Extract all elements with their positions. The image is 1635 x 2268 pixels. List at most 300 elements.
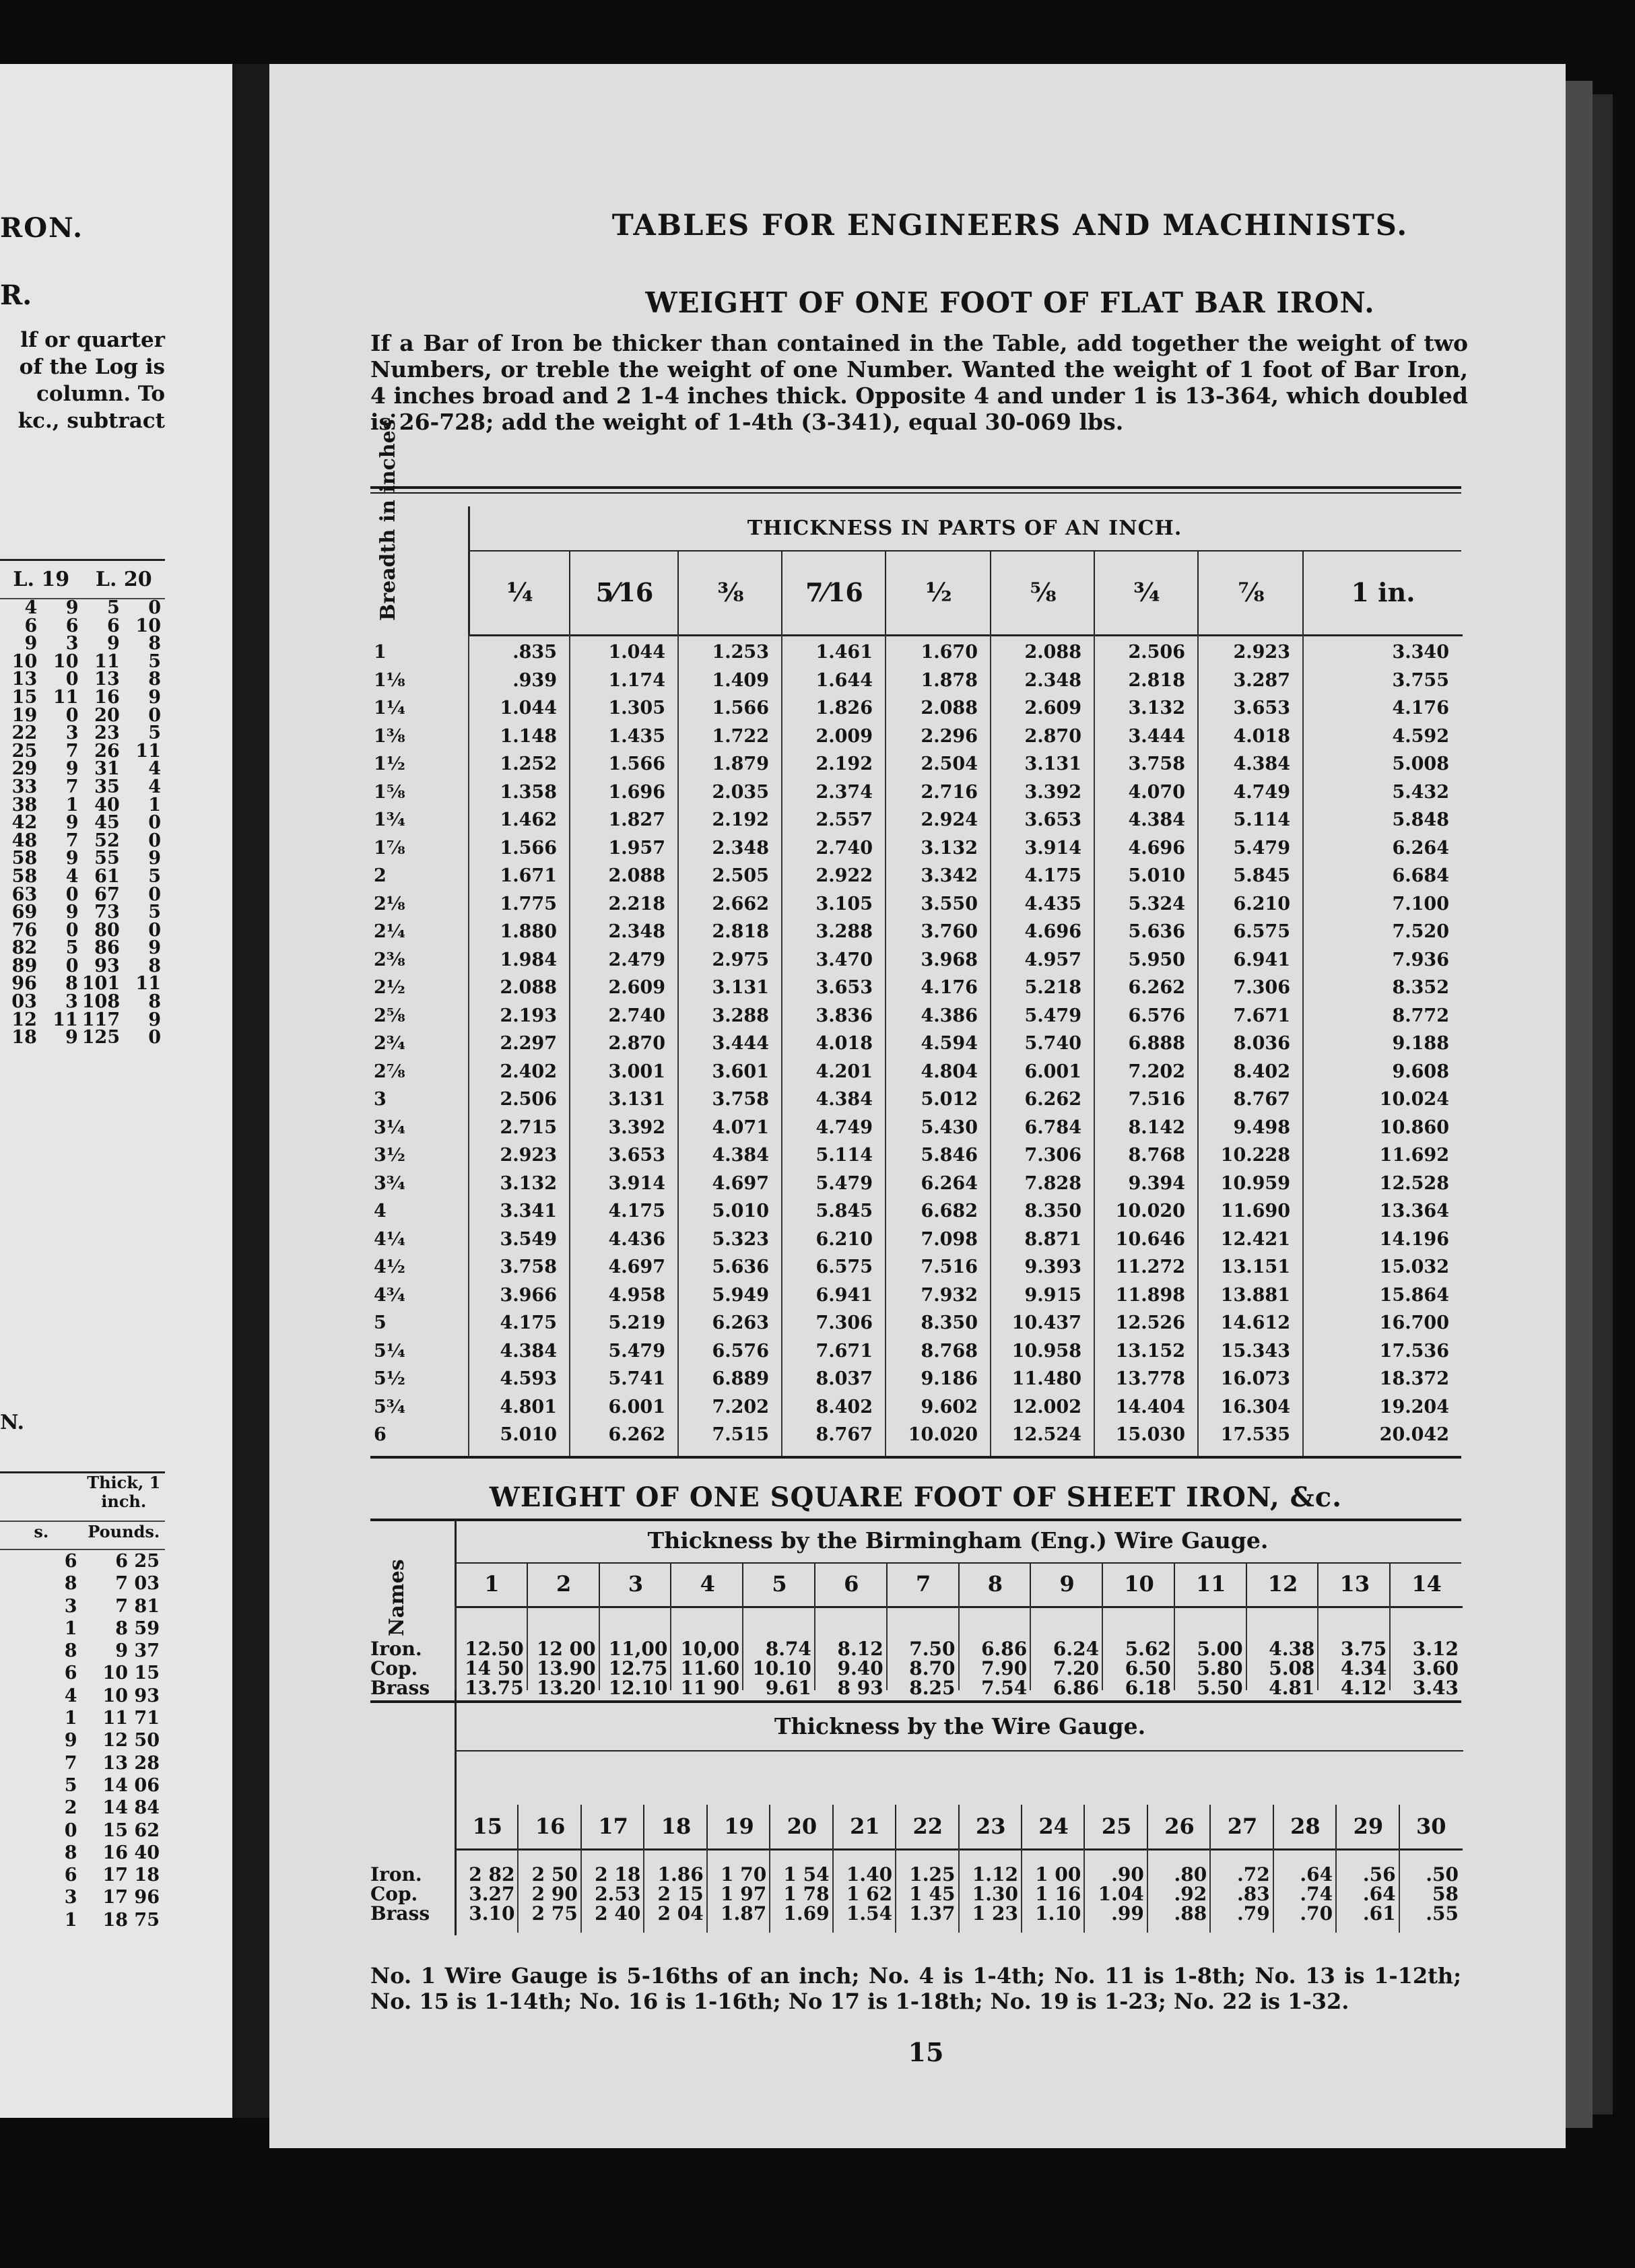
sheet-weight: 13.90	[536, 1657, 596, 1679]
weight-value: 4.592	[1392, 725, 1449, 747]
gauge-number: 11	[1174, 1562, 1247, 1608]
flat-bar-row	[370, 1201, 1461, 1222]
left-table2-row	[0, 1550, 165, 1572]
weight-value: 8.402	[1233, 1061, 1290, 1082]
weight-value: 5.432	[1392, 781, 1449, 803]
weight-value: 7.516	[1128, 1089, 1185, 1110]
left-table-cell: 13	[94, 669, 120, 690]
left-table2-row	[0, 1707, 165, 1729]
sheet-weight: .88	[1174, 1902, 1207, 1925]
breadth-value: 1⅜	[374, 725, 405, 747]
weight-value: 1.827	[608, 809, 665, 830]
weight-value: 1.826	[815, 698, 873, 719]
flat-bar-row	[370, 1034, 1461, 1054]
weight-value: 1.409	[712, 669, 769, 691]
sheet-weight: 6.50	[1125, 1657, 1171, 1679]
left-table-cell: 0	[65, 919, 79, 941]
weight-value: 3.131	[608, 1089, 665, 1110]
left-table-cell: 20	[94, 704, 120, 726]
breadth-value: 2⅜	[374, 949, 405, 970]
left-table-cell: 4	[148, 776, 161, 797]
gauge-number: 4	[670, 1562, 743, 1608]
sheet-weight: 4.34	[1341, 1657, 1387, 1679]
left-table2-row	[0, 1842, 165, 1864]
weight-value: 8.871	[1024, 1228, 1081, 1250]
left-table-cell: 5	[65, 937, 79, 959]
weight-value: 2.506	[1128, 642, 1185, 663]
left-table-cell: 80	[94, 919, 120, 941]
sheet-weight: 2 15	[657, 1883, 704, 1905]
gauge-number: 10	[1102, 1562, 1175, 1608]
weight-value: 12.421	[1220, 1228, 1290, 1250]
sheet-weight: 5.08	[1269, 1657, 1315, 1679]
weight-value: 3.755	[1392, 669, 1449, 691]
left-table-cell: 3	[65, 723, 79, 744]
left-table-cell: 45	[94, 812, 120, 834]
weight-value: 11.272	[1115, 1257, 1185, 1277]
weight-value: 1.984	[500, 949, 557, 970]
sheet-weight: 4.12	[1341, 1677, 1387, 1699]
weight-value: 6.784	[1024, 1116, 1081, 1138]
weight-value: 1.461	[815, 642, 873, 663]
breadth-header-label: Breadth in inches.	[376, 411, 400, 621]
weight-value: 2.923	[1233, 642, 1290, 663]
left-table2-cell: 17 18	[102, 1865, 160, 1886]
weight-value: 3.131	[1024, 754, 1081, 774]
weight-value: 8.350	[1024, 1201, 1081, 1222]
weight-value: 7.516	[921, 1257, 978, 1277]
breadth-value: 4	[374, 1201, 387, 1222]
weight-value: 15.343	[1220, 1340, 1290, 1362]
weight-value: 4.175	[608, 1201, 665, 1222]
weight-value: 12.002	[1011, 1396, 1081, 1418]
gauge-number: 1	[455, 1562, 528, 1608]
left-table-cell: 0	[148, 812, 161, 834]
flat-bar-row	[370, 754, 1461, 774]
weight-value: 15.032	[1379, 1257, 1449, 1277]
weight-value: 1.174	[608, 669, 665, 691]
sheet-weight: 12.75	[608, 1657, 668, 1679]
left-table-cell: 9	[148, 1009, 161, 1030]
weight-value: 7.202	[1128, 1061, 1185, 1082]
left-table-cell: 5	[148, 865, 161, 887]
weight-value: 11.480	[1011, 1368, 1081, 1389]
left-table2-cell: 7 81	[115, 1595, 160, 1617]
weight-value: 5.010	[712, 1201, 769, 1222]
weight-value: 3.966	[500, 1284, 557, 1306]
left-table-row	[0, 904, 165, 922]
left-table2-cell: 16 40	[102, 1842, 160, 1863]
flat-bar-row	[370, 1118, 1461, 1138]
left-table2-cell: 6	[64, 1663, 77, 1684]
weight-value: 4.801	[500, 1396, 557, 1418]
left-page-footer-label: N.	[0, 1411, 24, 1434]
left-table2-cell: 17 96	[102, 1887, 160, 1908]
left-table-cell: 93	[94, 955, 120, 976]
weight-value: 4.176	[1392, 698, 1449, 719]
left-table-cell: 86	[94, 937, 120, 959]
left-table-cell: 55	[94, 848, 120, 869]
weight-value: 5.430	[921, 1116, 978, 1138]
left-table-cell: 0	[148, 597, 161, 618]
flat-bar-row	[370, 1230, 1461, 1250]
left-table2-col-header: Thick, 1 inch.	[87, 1473, 161, 1511]
left-table-row	[0, 725, 165, 743]
weight-value: 2.557	[815, 809, 873, 830]
left-table-cell: 61	[94, 865, 120, 887]
breadth-value: 2⅝	[374, 1005, 405, 1026]
weight-value: 2.975	[712, 949, 769, 970]
weight-value: 5.846	[921, 1145, 978, 1166]
left-table2-unit: Pounds.	[88, 1522, 160, 1541]
weight-value: 4.749	[1233, 781, 1290, 803]
left-table-row	[0, 704, 165, 726]
weight-value: 3.105	[815, 893, 873, 914]
weight-value: 1.879	[712, 754, 769, 774]
weight-value: 3.836	[815, 1005, 873, 1026]
breadth-value: 5½	[374, 1368, 405, 1389]
gauge-footnote: No. 1 Wire Gauge is 5-16ths of an inch; No. 4 is 1-4th; No. 11 is 1-8th; No. 13 is 1-12th; No. 15 is 1-14th; No. 16 is 1-16th; No 17 is 1-18th; No. 19 is 1-23; No. 22 is 1-32.	[370, 1963, 1461, 2014]
sheet-weight: 5.80	[1197, 1657, 1243, 1679]
gauge-number: 13	[1317, 1562, 1391, 1608]
flat-bar-row	[370, 1257, 1461, 1277]
weight-value: 3.653	[1233, 698, 1290, 719]
sheet-weight: 1.25	[909, 1863, 956, 1886]
left-table2-cell: 1	[64, 1617, 77, 1639]
weight-value: 10.958	[1011, 1340, 1081, 1362]
gauge-number: 24	[1021, 1805, 1085, 1850]
sheet-weight: 8.74	[765, 1638, 811, 1660]
weight-value: 10.228	[1220, 1145, 1290, 1166]
gauge-number: 25	[1083, 1805, 1147, 1850]
sheet-weight: 2 18	[595, 1863, 641, 1886]
flat-bar-row	[370, 950, 1461, 970]
sheet-weight: .72	[1236, 1863, 1270, 1886]
flat-bar-row	[370, 1369, 1461, 1389]
sheet-weight: .79	[1236, 1902, 1270, 1925]
metal-name: Iron.	[370, 1863, 422, 1886]
weight-value: 5.114	[815, 1145, 873, 1166]
sheet-weight: 4.38	[1269, 1638, 1315, 1660]
left-table-cell: 23	[94, 723, 120, 744]
left-table2-cell: 12 50	[102, 1730, 160, 1752]
metal-name: Cop.	[370, 1657, 418, 1679]
left-table-cell: 9	[65, 597, 79, 618]
weight-value: 4.071	[712, 1116, 769, 1138]
sheet-row	[370, 1885, 1461, 1903]
weight-value: 4.384	[1233, 754, 1290, 774]
gauge-number: 17	[580, 1805, 644, 1850]
weight-value: 4.697	[608, 1257, 665, 1277]
sheet-weight: 11.60	[680, 1657, 740, 1679]
sheet-weight: 5.50	[1197, 1677, 1243, 1699]
weight-value: 5.845	[1233, 865, 1290, 886]
thickness-col-header: ⅞	[1197, 550, 1304, 636]
weight-value: 2.296	[921, 725, 978, 747]
flat-bar-row	[370, 782, 1461, 803]
weight-value: 10.024	[1379, 1089, 1449, 1110]
weight-value: 3.760	[921, 921, 978, 942]
left-table-cell: 7	[65, 830, 79, 851]
weight-value: 2.740	[608, 1005, 665, 1026]
sheet-weight: .55	[1426, 1902, 1459, 1925]
metal-name: Cop.	[370, 1883, 418, 1905]
gauge-number: 7	[886, 1562, 960, 1608]
sheet-weight: 3.12	[1412, 1638, 1459, 1660]
left-table-cell: 82	[11, 937, 38, 959]
left-table-cell: 96	[11, 973, 37, 995]
sheet-weight: 1 78	[783, 1883, 830, 1905]
left-table-cell: 03	[11, 991, 37, 1013]
left-table2-row	[0, 1864, 165, 1886]
sheet-weight: 2 75	[531, 1902, 578, 1925]
sheet-weight: .61	[1362, 1902, 1396, 1925]
sheet-weight: 13.75	[465, 1677, 524, 1699]
left-table2-cell: 7	[64, 1752, 77, 1774]
weight-value: 1.670	[921, 642, 978, 663]
weight-value: 4.957	[1024, 949, 1081, 970]
breadth-value: 4¾	[374, 1284, 405, 1306]
names-label: Names	[385, 1559, 409, 1636]
weight-value: 2.348	[712, 837, 769, 859]
weight-value: 3.132	[1128, 698, 1185, 719]
sheet-row	[370, 1640, 1461, 1658]
weight-value: 9.186	[921, 1368, 978, 1389]
left-table-cell: 42	[11, 812, 38, 834]
weight-value: 4.018	[815, 1033, 873, 1054]
left-page-table	[0, 559, 165, 1047]
weight-value: 2.088	[921, 698, 978, 719]
breadth-value: 5	[374, 1312, 387, 1333]
weight-value: 4.958	[608, 1284, 665, 1306]
weight-value: 6.576	[1128, 1005, 1185, 1026]
left-table2-cell: 8 59	[115, 1617, 160, 1639]
weight-value: 1.252	[500, 754, 557, 774]
weight-value: 3.549	[500, 1228, 557, 1250]
left-table-cell: 16	[94, 686, 120, 708]
weight-value: 11.898	[1115, 1284, 1185, 1306]
left-table-cell: 9	[65, 758, 79, 780]
sheet-weight: 10.10	[752, 1657, 811, 1679]
sheet-weight: .80	[1174, 1863, 1207, 1886]
weight-value: 13.364	[1379, 1201, 1449, 1222]
sheet-weight: 1.37	[909, 1902, 956, 1925]
weight-value: 2.193	[500, 1005, 557, 1026]
weight-value: 9.394	[1128, 1172, 1185, 1194]
breadth-value: 3¼	[374, 1116, 405, 1138]
weight-value: 3.653	[608, 1145, 665, 1166]
weight-value: 9.393	[1024, 1257, 1081, 1277]
breadth-value: 2⅛	[374, 893, 405, 914]
gauge-number: 22	[895, 1805, 959, 1850]
weight-value: 1.566	[500, 837, 557, 859]
weight-value: 4.436	[608, 1228, 665, 1250]
weight-value: 4.696	[1128, 837, 1185, 859]
left-table-cell: 0	[65, 955, 79, 976]
sheet-weight: 7.50	[909, 1638, 956, 1660]
table-bottom-rule	[370, 1456, 1461, 1459]
left-page-table-header	[0, 561, 165, 599]
sheet-weight: .70	[1300, 1902, 1333, 1925]
left-table-cell: 69	[11, 902, 38, 923]
sheet-weight: 1 45	[909, 1883, 956, 1905]
left-page-table-body	[0, 599, 165, 1047]
left-table2-body	[0, 1550, 165, 1931]
left-table2-cell: 8	[64, 1573, 77, 1595]
left-page-text-line: lf or quarter	[20, 328, 165, 352]
weight-value: 7.098	[921, 1228, 978, 1250]
weight-value: 3.001	[608, 1061, 665, 1082]
left-table-cell: 0	[148, 1027, 161, 1048]
left-table-cell: 29	[11, 758, 38, 780]
weight-value: 15.030	[1115, 1424, 1185, 1445]
sheet-weight: 13.20	[536, 1677, 596, 1699]
left-table2-row	[0, 1662, 165, 1684]
weight-value: 3.444	[1128, 725, 1185, 747]
weight-value: 14.196	[1379, 1228, 1449, 1250]
flat-bar-row	[370, 978, 1461, 998]
left-table-cell: 11	[53, 686, 79, 708]
flat-bar-row	[370, 727, 1461, 747]
sheet-weight: .64	[1362, 1883, 1396, 1905]
left-table-row	[0, 975, 165, 993]
left-table2-cell: 2	[64, 1797, 77, 1819]
weight-value: 5.010	[500, 1424, 557, 1445]
left-table-cell: 40	[94, 794, 120, 815]
left-table-cell: 101	[81, 973, 121, 995]
weight-value: 2.740	[815, 837, 873, 859]
weight-value: 5.010	[1128, 865, 1185, 886]
flat-bar-row	[370, 1397, 1461, 1418]
weight-value: 8.768	[1128, 1145, 1185, 1166]
weight-value: 2.088	[500, 977, 557, 998]
gauge-number: 29	[1335, 1805, 1399, 1850]
left-table-row	[0, 865, 165, 887]
weight-value: 5.012	[921, 1089, 978, 1110]
weight-value: 3.550	[921, 893, 978, 914]
sheet-weight: 9.40	[837, 1657, 883, 1679]
weight-value: 11.690	[1220, 1201, 1290, 1222]
sheet-iron-title: WEIGHT OF ONE SQUARE FOOT OF SHEET IRON, &c.	[489, 1481, 1343, 1513]
flat-bar-row	[370, 1006, 1461, 1026]
weight-value: 4.696	[1024, 921, 1081, 942]
left-table2-row	[0, 1752, 165, 1774]
weight-value: 5.949	[712, 1284, 769, 1306]
weight-value: 7.828	[1024, 1172, 1081, 1194]
flat-bar-row	[370, 642, 1461, 663]
weight-value: 2.870	[608, 1033, 665, 1054]
gauge-number: 9	[1030, 1562, 1103, 1608]
left-table-cell: 3	[65, 633, 79, 655]
sheet-weight: 7.90	[981, 1657, 1028, 1679]
table-top-rule	[370, 486, 1461, 494]
weight-value: 7.671	[1233, 1005, 1290, 1026]
breadth-value: 4¼	[374, 1228, 405, 1250]
left-table-cell: 8	[65, 973, 78, 995]
sheet-weight: 1.86	[657, 1863, 704, 1886]
left-table-cell: 11	[135, 973, 161, 995]
left-table2-cell: 1	[64, 1909, 77, 1931]
sheet-weight: 1.40	[846, 1863, 893, 1886]
weight-value: 3.288	[712, 1005, 769, 1026]
flat-bar-row	[370, 1174, 1461, 1194]
weight-value: 2.348	[608, 921, 665, 942]
weight-value: 7.306	[1024, 1145, 1081, 1166]
gauge-number: 21	[832, 1805, 896, 1850]
left-table-cell: 6	[106, 615, 120, 636]
intro-paragraph: If a Bar of Iron be thicker than contained in the Table, add together the weight of two Numbers, or treble the weight of one Number. Wanted the weight of 1 foot of Bar Iron, 4 inches broad and 2 1-4 inches thick. Opposite 4 and under 1 is 13-364, which doubled is 26-728; add the weight of 1-4th (3-341), equal 30-069 lbs.	[370, 330, 1468, 435]
gauge-number: 20	[769, 1805, 833, 1850]
thickness-col-header: 1 in.	[1302, 550, 1463, 636]
breadth-value: 3	[374, 1089, 387, 1110]
sheet-weight: 4.81	[1269, 1677, 1315, 1699]
left-page-heading: RON.	[0, 212, 84, 244]
weight-value: 4.593	[500, 1368, 557, 1389]
thickness-col-header: 5⁄16	[569, 550, 679, 636]
left-table-cell: 0	[65, 883, 79, 905]
left-page-text-line: column. To	[36, 382, 165, 406]
thickness-header: THICKNESS IN PARTS OF AN INCH.	[468, 506, 1461, 552]
left-table-cell: 38	[11, 794, 38, 815]
breadth-value: 4½	[374, 1257, 405, 1277]
weight-value: 4.384	[815, 1089, 873, 1110]
sheet-weight: 7.20	[1053, 1657, 1100, 1679]
weight-value: 2.609	[608, 977, 665, 998]
weight-value: 6.264	[921, 1172, 978, 1194]
thickness-col-header: ⅝	[990, 550, 1095, 636]
left-table-cell: 15	[11, 686, 38, 708]
weight-value: 2.818	[712, 921, 769, 942]
weight-value: 3.758	[500, 1257, 557, 1277]
sheet-weight: 1 16	[1035, 1883, 1081, 1905]
flat-bar-row	[370, 838, 1461, 859]
weight-value: 2.716	[921, 781, 978, 803]
left-table-row	[0, 993, 165, 1011]
metal-name: Brass	[370, 1677, 430, 1699]
breadth-value: 3½	[374, 1145, 405, 1166]
weight-value: 5.636	[1128, 921, 1185, 942]
left-table2-cell: 10 93	[102, 1685, 160, 1706]
sheet-weight: .99	[1111, 1902, 1144, 1925]
weight-value: 2.192	[815, 754, 873, 774]
sheet-weight: 9.61	[765, 1677, 811, 1699]
gauge-number: 27	[1209, 1805, 1273, 1850]
left-table-cell: 9	[65, 848, 79, 869]
weight-value: 14.612	[1220, 1312, 1290, 1333]
sheet-weight: 1 00	[1035, 1863, 1081, 1886]
left-table-row	[0, 794, 165, 815]
sheet-weight: 2 40	[595, 1902, 641, 1925]
weight-value: 1.358	[500, 781, 557, 803]
weight-value: 5.324	[1128, 893, 1185, 914]
sheet-weight: 3.10	[469, 1902, 515, 1925]
weight-value: 6.575	[815, 1257, 873, 1277]
sheet-weight: 1.69	[783, 1902, 830, 1925]
left-table2-cell: 10 15	[102, 1663, 160, 1684]
left-table2-row	[0, 1617, 165, 1640]
weight-value: 2.374	[815, 781, 873, 803]
weight-value: 3.392	[608, 1116, 665, 1138]
weight-value: 1.305	[608, 698, 665, 719]
left-table-cell: 6	[65, 615, 79, 636]
sheet-weight: 1.12	[972, 1863, 1018, 1886]
left-table2-cell: 14 84	[102, 1797, 160, 1819]
flat-bar-row	[370, 1062, 1461, 1082]
left-table-cell: 26	[94, 740, 120, 762]
left-table-cell: 35	[94, 776, 120, 797]
breadth-value: 1	[374, 642, 387, 663]
breadth-value: 6	[374, 1424, 387, 1445]
